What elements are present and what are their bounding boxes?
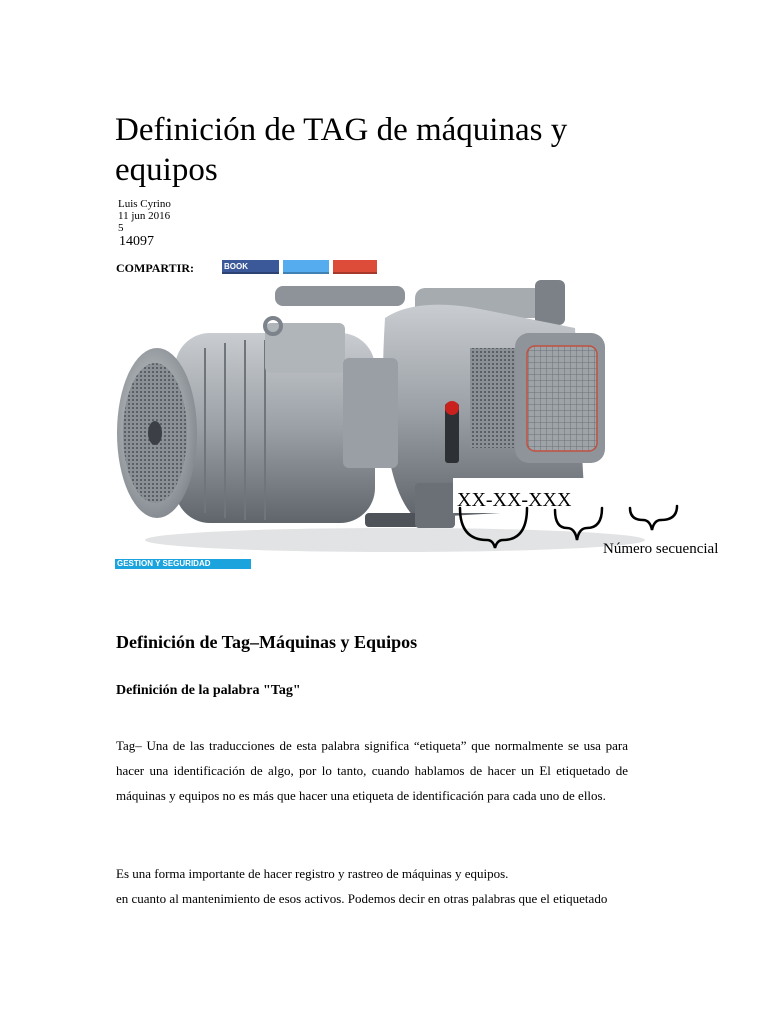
tag-format-text: XX-XX-XXX (457, 489, 572, 511)
google-share-button[interactable] (333, 260, 377, 274)
paragraph-2: Es una forma importante de hacer registro y rastreo de máquinas y equipos. (116, 866, 509, 881)
comment-count[interactable]: 5 (118, 222, 124, 234)
author-name[interactable]: Luis Cyrino (118, 198, 171, 210)
section-title: Definición de Tag–Máquinas y Equipos (116, 632, 418, 652)
facebook-share-button[interactable] (222, 260, 279, 274)
paragraph-3: en cuanto al mantenimiento de esos activos. Podemos decir en otras palabras que el etiquetado (116, 891, 608, 906)
category-badge[interactable]: GESTION Y SEGURIDAD (115, 559, 251, 569)
share-label: COMPARTIR: (116, 261, 195, 275)
facebook-share-label: BOOK (224, 262, 248, 271)
view-count: 14097 (119, 234, 154, 249)
hero-image (115, 278, 765, 563)
page-title: Definición de TAG de máquinas y equipos (115, 112, 568, 188)
sub-title: Definición de la palabra "Tag" (116, 683, 301, 698)
publish-date: 11 jun 2016 (118, 210, 171, 222)
brace-3 (630, 506, 677, 530)
twitter-share-button[interactable] (283, 260, 329, 274)
sequence-label: Número secuencial (603, 541, 719, 557)
paragraph-1: Tag– Una de las traducciones de esta palabra significa “etiqueta” que normalmente se usa para hacer una identificación de algo, por lo tanto, cuando hablamos de hacer un El etiquetado de máquinas y equipos no es más que hacer una etiqueta de identificación para cada uno de ellos. (116, 738, 628, 803)
